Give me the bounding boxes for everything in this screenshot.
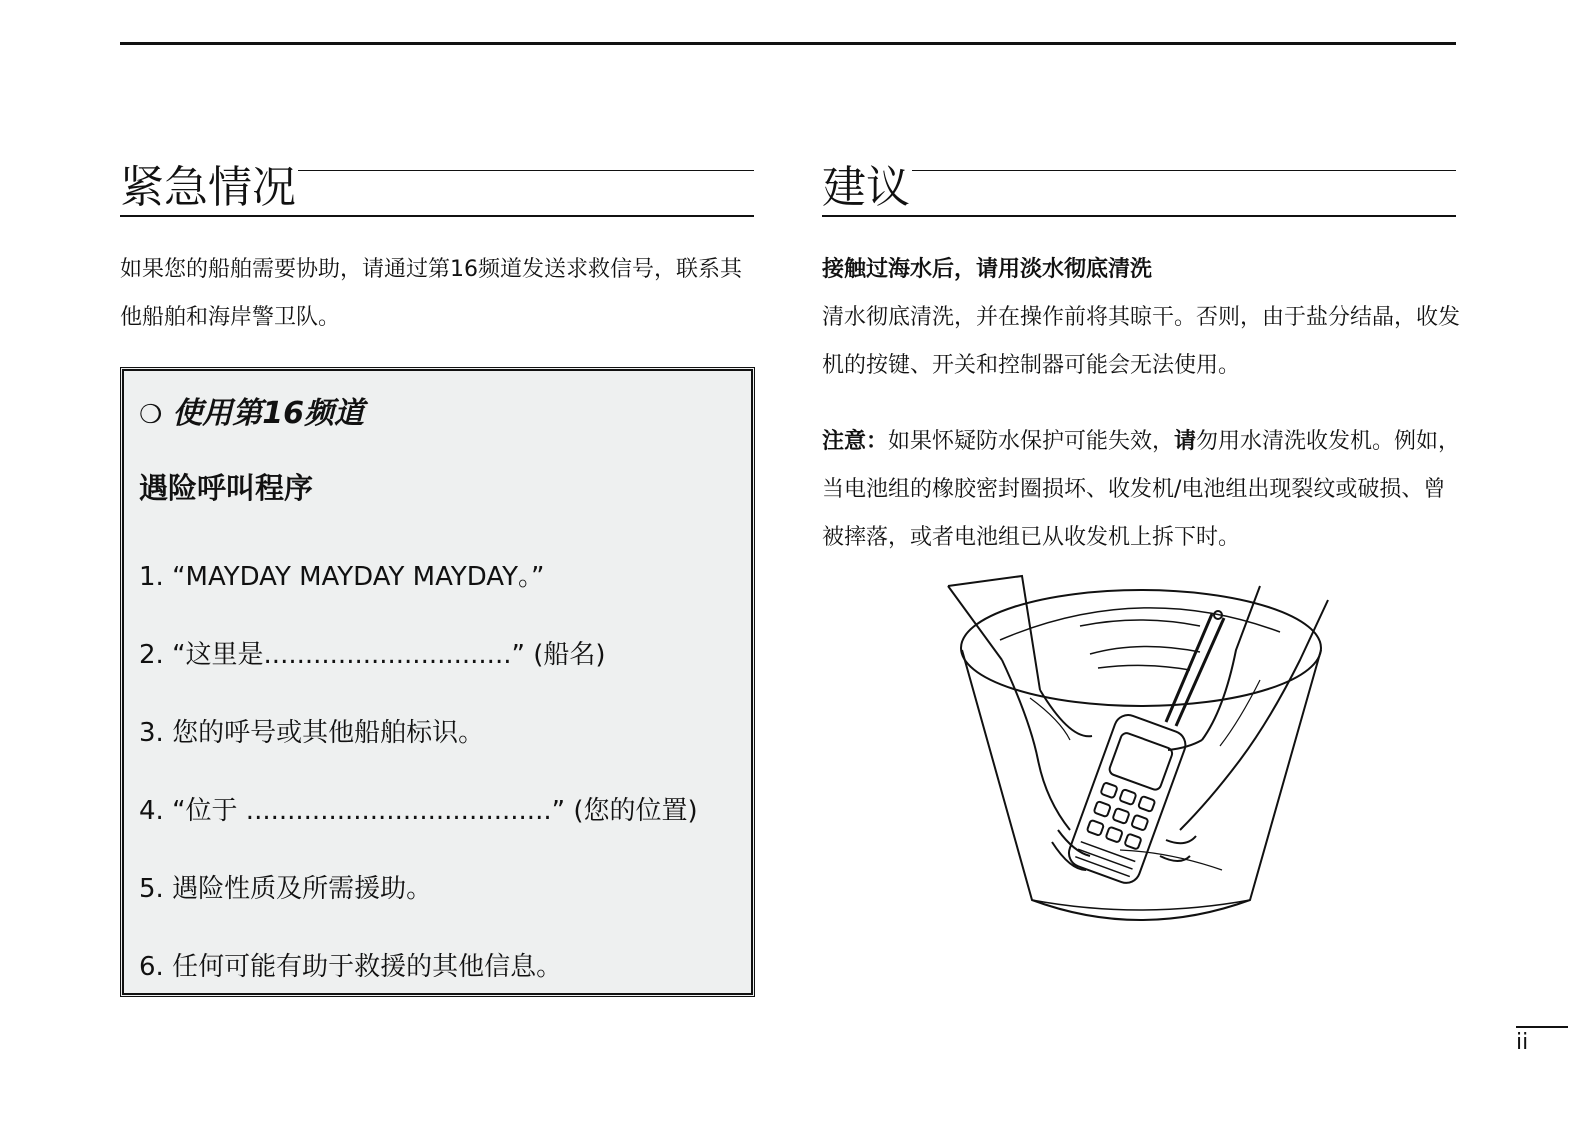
wash-text: 清水彻底清洗，并在操作前将其晾干。否则，由于盐分结晶，收发机的按键、开关和控制器可能会无法使用。 — [822, 305, 1461, 378]
caution-part1: 如果怀疑防水保护可能失效， — [888, 429, 1175, 454]
distress-procedure-subheading: 遇险呼叫程序 — [139, 471, 314, 505]
procedure-step-6: 6. 任何可能有助于救援的其他信息。 — [139, 952, 563, 982]
section-title-emergency: 紧急情况 — [120, 170, 754, 217]
procedure-step-4: 4. “位于 .....................................” (您的位置) — [139, 796, 698, 826]
page-number-rule — [1516, 1026, 1568, 1028]
channel16-procedure-box — [120, 367, 755, 997]
top-rule — [120, 42, 1456, 45]
caution-label: 注意： — [822, 429, 889, 454]
box-heading-text: 使用第16频道 — [172, 396, 365, 431]
washing-transceiver-illustration — [940, 570, 1340, 940]
bullet-circle-icon: ❍ — [139, 400, 163, 430]
procedure-step-1: 1. “MAYDAY MAYDAY MAYDAY。” — [139, 562, 545, 592]
procedure-step-2: 2. “这里是..............................” (船名) — [139, 640, 606, 670]
box-heading — [139, 388, 364, 432]
wash-heading: 接触过海水后，请用淡水彻底清洗 — [822, 257, 1153, 282]
caution-bold: 请 — [1174, 429, 1197, 454]
procedure-step-5: 5. 遇险性质及所需援助。 — [139, 874, 433, 904]
page-number: ii — [1516, 1030, 1529, 1055]
emergency-intro-text: 如果您的船舶需要协助，请通过第16频道发送求救信号，联系其他船舶和海岸警卫队。 — [120, 257, 742, 330]
section-title-recommendation: 建议 — [822, 170, 1456, 217]
caution-part2: 勿用水清洗收发机。例如，当电池组的橡胶密封圈损坏、收发机/电池组出现裂纹或破损、曾被摔落，或者电池组已从收发机上拆下时。 — [822, 429, 1461, 550]
procedure-step-3: 3. 您的呼号或其他船舶标识。 — [139, 718, 485, 748]
caution-text — [822, 418, 1462, 562]
